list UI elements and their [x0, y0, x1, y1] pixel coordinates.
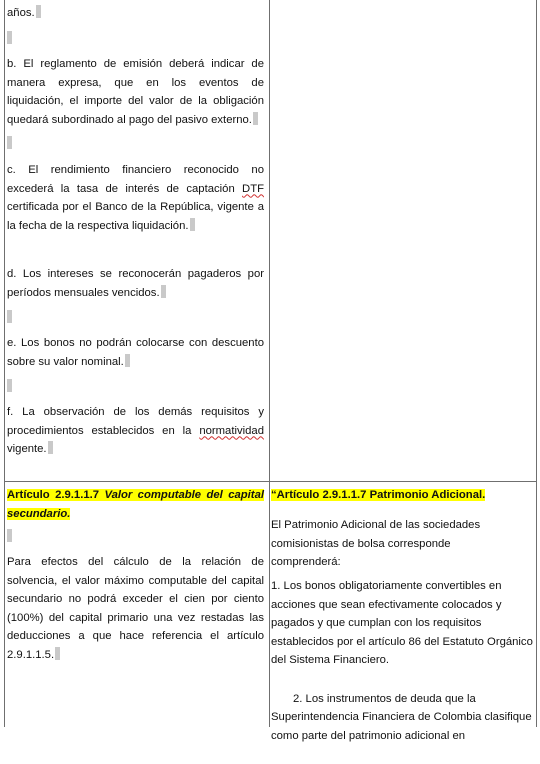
paragraph-mark	[190, 218, 195, 231]
spellcheck-word-normatividad: normatividad	[199, 424, 264, 437]
paragraph-right-1-text: El Patrimonio Adicional de las sociedades comisionistas de bolsa corresponde comprenderá:	[271, 519, 481, 568]
paragraph-mark	[7, 310, 12, 323]
empty-paragraph-mark	[7, 30, 12, 49]
article-body-left	[7, 553, 264, 664]
article-heading-right	[271, 486, 534, 505]
comparison-table	[4, 0, 537, 742]
paragraph-c	[7, 161, 264, 235]
paragraph-right-2	[271, 577, 533, 670]
column-divider	[269, 0, 270, 727]
spellcheck-word-dtf: DTF	[242, 182, 264, 195]
paragraph-mark	[7, 529, 12, 542]
left-top-cell	[7, 0, 268, 481]
paragraph-mark	[48, 441, 53, 454]
paragraph-mark	[36, 5, 41, 18]
empty-paragraph-mark	[7, 309, 12, 328]
paragraph-mark	[7, 136, 12, 149]
paragraph-b-text: b. El reglamento de emisión deberá indicar de manera expresa, que en los eventos de liquidación, el importe del valor de la obligación quedará subordinado al pago del pasivo externo.	[7, 58, 264, 126]
paragraph-mark	[161, 285, 166, 298]
paragraph-mark	[253, 112, 258, 125]
empty-paragraph-mark	[7, 378, 12, 397]
article-number: Artículo 2.9.1.1.7	[7, 489, 105, 501]
paragraph-mark	[125, 354, 130, 367]
paragraph-d-text: d. Los intereses se reconocerán pagaderos por períodos mensuales vencidos.	[7, 268, 264, 299]
empty-paragraph-mark	[7, 528, 12, 547]
paragraph-c-text-start: c. El rendimiento financiero reconocido no excederá la tasa de interés de captación	[7, 164, 264, 195]
paragraph-e	[7, 334, 264, 371]
paragraph-right-2-text: 1. Los bonos obligatoriamente convertibles en acciones que sean efectivamente colocados y pagados y que cumplan con los requisitos establecidos por el artículo 86 del Estatuto Orgánico del Sistema Financiero.	[271, 580, 533, 666]
empty-paragraph-mark	[7, 135, 12, 154]
article-heading-right-text: “Artículo 2.9.1.1.7 Patrimonio Adicional.	[271, 489, 486, 501]
paragraph-mark	[7, 31, 12, 44]
right-top-cell	[271, 0, 534, 481]
paragraph-mark	[7, 379, 12, 392]
paragraph-f-text-start: f. La observación de los demás requisitos y procedimientos establecidos en la	[7, 406, 264, 437]
paragraph-right-1	[271, 516, 521, 572]
article-body-left-text: Para efectos del cálculo de la relación de solvencia, el valor máximo computable del capital secundario no podrá exceder el cien por ciento (100%) del capital primario una vez restadas las deducciones a que hace referencia el artículo 2.9.1.1.5.	[7, 556, 264, 661]
article-heading-left	[7, 486, 264, 523]
paragraph-mark	[55, 647, 60, 660]
paragraph-right-3	[271, 671, 533, 764]
paragraph-anos	[7, 4, 264, 23]
paragraph-f-text-end: vigente.	[7, 443, 47, 455]
right-bottom-cell	[271, 482, 535, 742]
paragraph-anos-text: años.	[7, 7, 35, 19]
paragraph-f	[7, 403, 264, 459]
paragraph-c-text-end: certificada por el Banco de la República, vigente a la fecha de la respectiva liquidación.	[7, 201, 264, 232]
paragraph-right-3-text: 2. Los instrumentos de deuda que la Superintendencia Financiera de Colombia clasifique como parte del patrimonio adicional en	[271, 692, 535, 742]
paragraph-b	[7, 55, 264, 129]
left-bottom-cell	[7, 482, 268, 727]
paragraph-d	[7, 265, 264, 302]
article-title: Valor computable del capital secundario.	[7, 489, 264, 520]
paragraph-e-text: e. Los bonos no podrán colocarse con descuento sobre su valor nominal.	[7, 337, 264, 368]
